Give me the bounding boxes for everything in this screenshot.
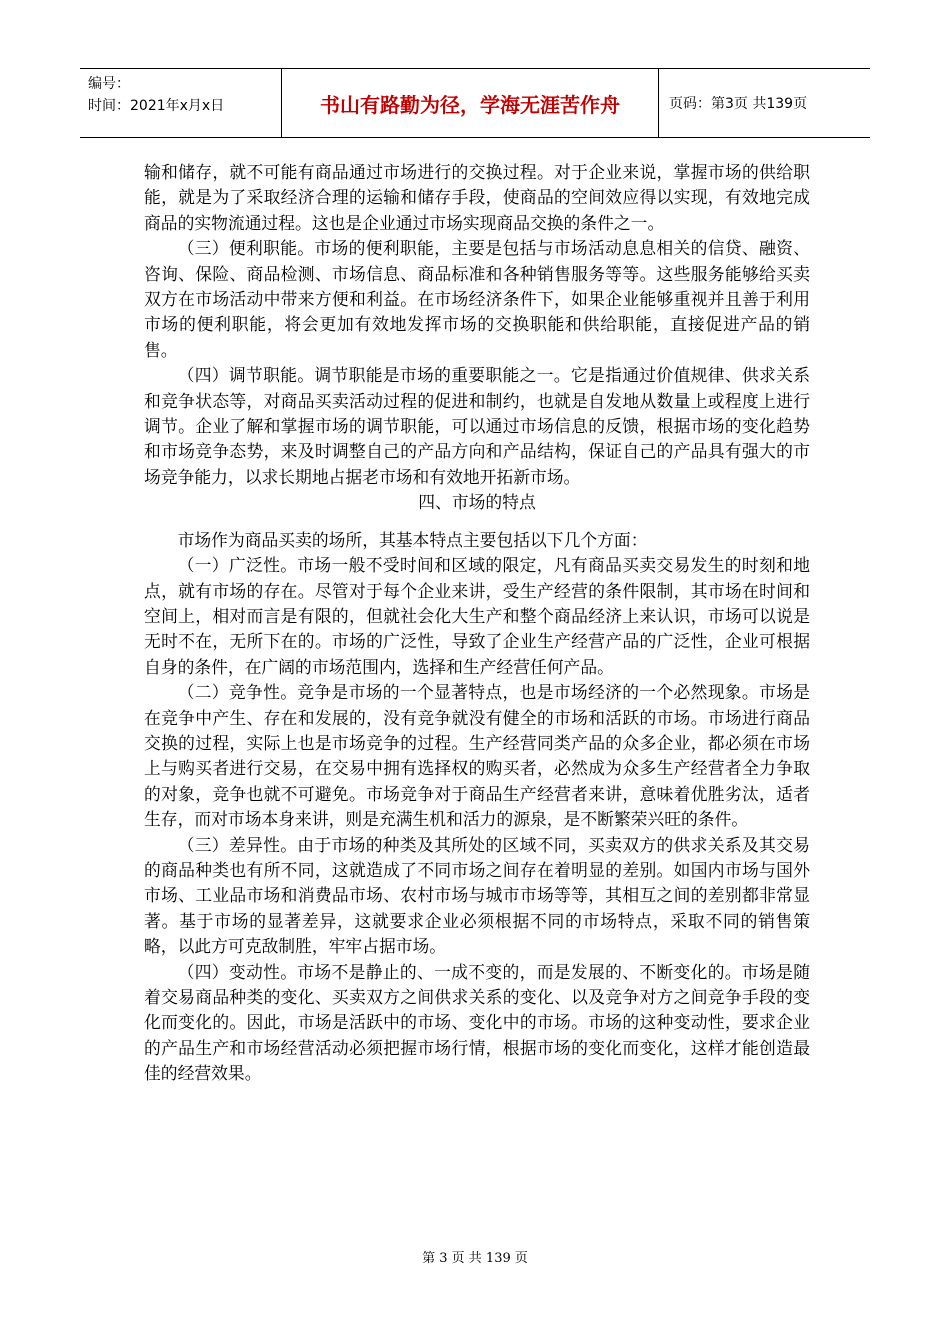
paragraph-intro: 市场作为商品买卖的场所，其基本特点主要包括以下几个方面： (177, 529, 648, 550)
document-number-label: 编号： (88, 76, 130, 92)
page-header (80, 68, 870, 138)
paragraph-competitiveness: （二）竞争性。竞争是市场的一个显著特点，也是市场经济的一个必然现象。市场是在竞争中产生、存在和发展的，没有竞争就没有健全的市场和活跃的市场。市场进行商品交换的过程，实际上也是市场竞争的过程。生产经营同类产品的众多企业，都必须在市场上与购买者进行交易，在交易中拥有选择权的购买者，必然成为众多生产经营者全力争取的对象，竞争也就不可避免。市场竞争对于商品生产经营者来讲，意味着优胜劣汰，适者生存，而对市场本身来讲，则是充满生机和活力的源泉，是不断繁荣兴旺的条件。 (144, 682, 810, 830)
paragraph-variability: （四）变动性。市场不是静止的、一成不变的，而是发展的、不断变化的。市场是随着交易商品种类的变化、买卖双方之间供求关系的变化、以及竞争对方之间竞争手段的变化而变化的。因此，市场是活跃中的市场、变化中的市场。市场的这种变动性，要求企业的产品生产和市场经营活动必须把握市场行情，根据市场的变化而变化，这样才能创造最佳的经营效果。 (144, 961, 810, 1084)
header-page-label: 页码：第3页 共139页 (669, 96, 808, 112)
header-motto: 书山有路勤为径，学海无涯苦作舟 (282, 69, 659, 137)
paragraph-difference: （三）差异性。由于市场的种类及其所处的区域不同，买卖双方的供求关系及其交易的商品种类也有所不同，这就造成了不同市场之间存在着明显的差别。如国内市场与国外市场、工业品市场和消费品市场、农村市场与城市市场等等，其相互之间的差别都非常显著。基于市场的显著差异，这就要求企业必须根据不同的市场特点，采取不同的销售策略，以此方可克敌制胜，牢牢占据市场。 (144, 834, 810, 957)
document-date-label: 时间：2021年x月x日 (88, 98, 225, 114)
paragraph-regulation-function: （四）调节职能。调节职能是市场的重要职能之一。它是指通过价值规律、供求关系和竞争状态等，对商品买卖活动过程的促进和制约，也就是自发地从数量上或程度上进行调节。企业了解和掌握市场的调节职能，可以通过市场信息的反馈，根据市场的变化趋势和市场竞争态势，来及时调整自己的产品方向和产品结构，保证自己的产品具有强大的市场竞争能力，以求长期地占据老市场和有效地开拓新市场。 (144, 365, 810, 487)
document-body (144, 160, 810, 1087)
paragraph-continuation: 输和储存，就不可能有商品通过市场进行的交换过程。对于企业来说，掌握市场的供给职能，就是为了采取经济合理的运输和储存手段，使商品的空间效应得以实现，有效地完成商品的实物流通过程。这也是企业通过市场实现商品交换的条件之一。 (144, 162, 810, 233)
paragraph-convenience-function: （三）便利职能。市场的便利职能，主要是包括与市场活动息息相关的信贷、融资、咨询、保险、商品检测、市场信息、商品标准和各种销售服务等等。这些服务能够给买卖双方在市场活动中带来方便和利益。在市场经济条件下，如果企业能够重视并且善于利用市场的便利职能，将会更加有效地发挥市场的交换职能和供给职能，直接促进产品的销售。 (144, 238, 810, 360)
page-footer: 第 3 页 共 139 页 (422, 1251, 528, 1266)
paragraph-universality: （一）广泛性。市场一般不受时间和区域的限定，凡有商品买卖交易发生的时刻和地点，就有市场的存在。尽管对于每个企业来讲，受生产经营的条件限制，其市场在时间和空间上，相对而言是有限的，但就社会化大生产和整个商品经济上来认识，市场可以说是无时不在，无所下在的。市场的广泛性，导致了企业生产经营产品的广泛性，企业可根据自身的条件，在广阔的市场范围内，选择和生产经营任何产品。 (144, 555, 810, 677)
section-heading: 四、市场的特点 (418, 492, 536, 513)
header-meta (80, 69, 282, 137)
